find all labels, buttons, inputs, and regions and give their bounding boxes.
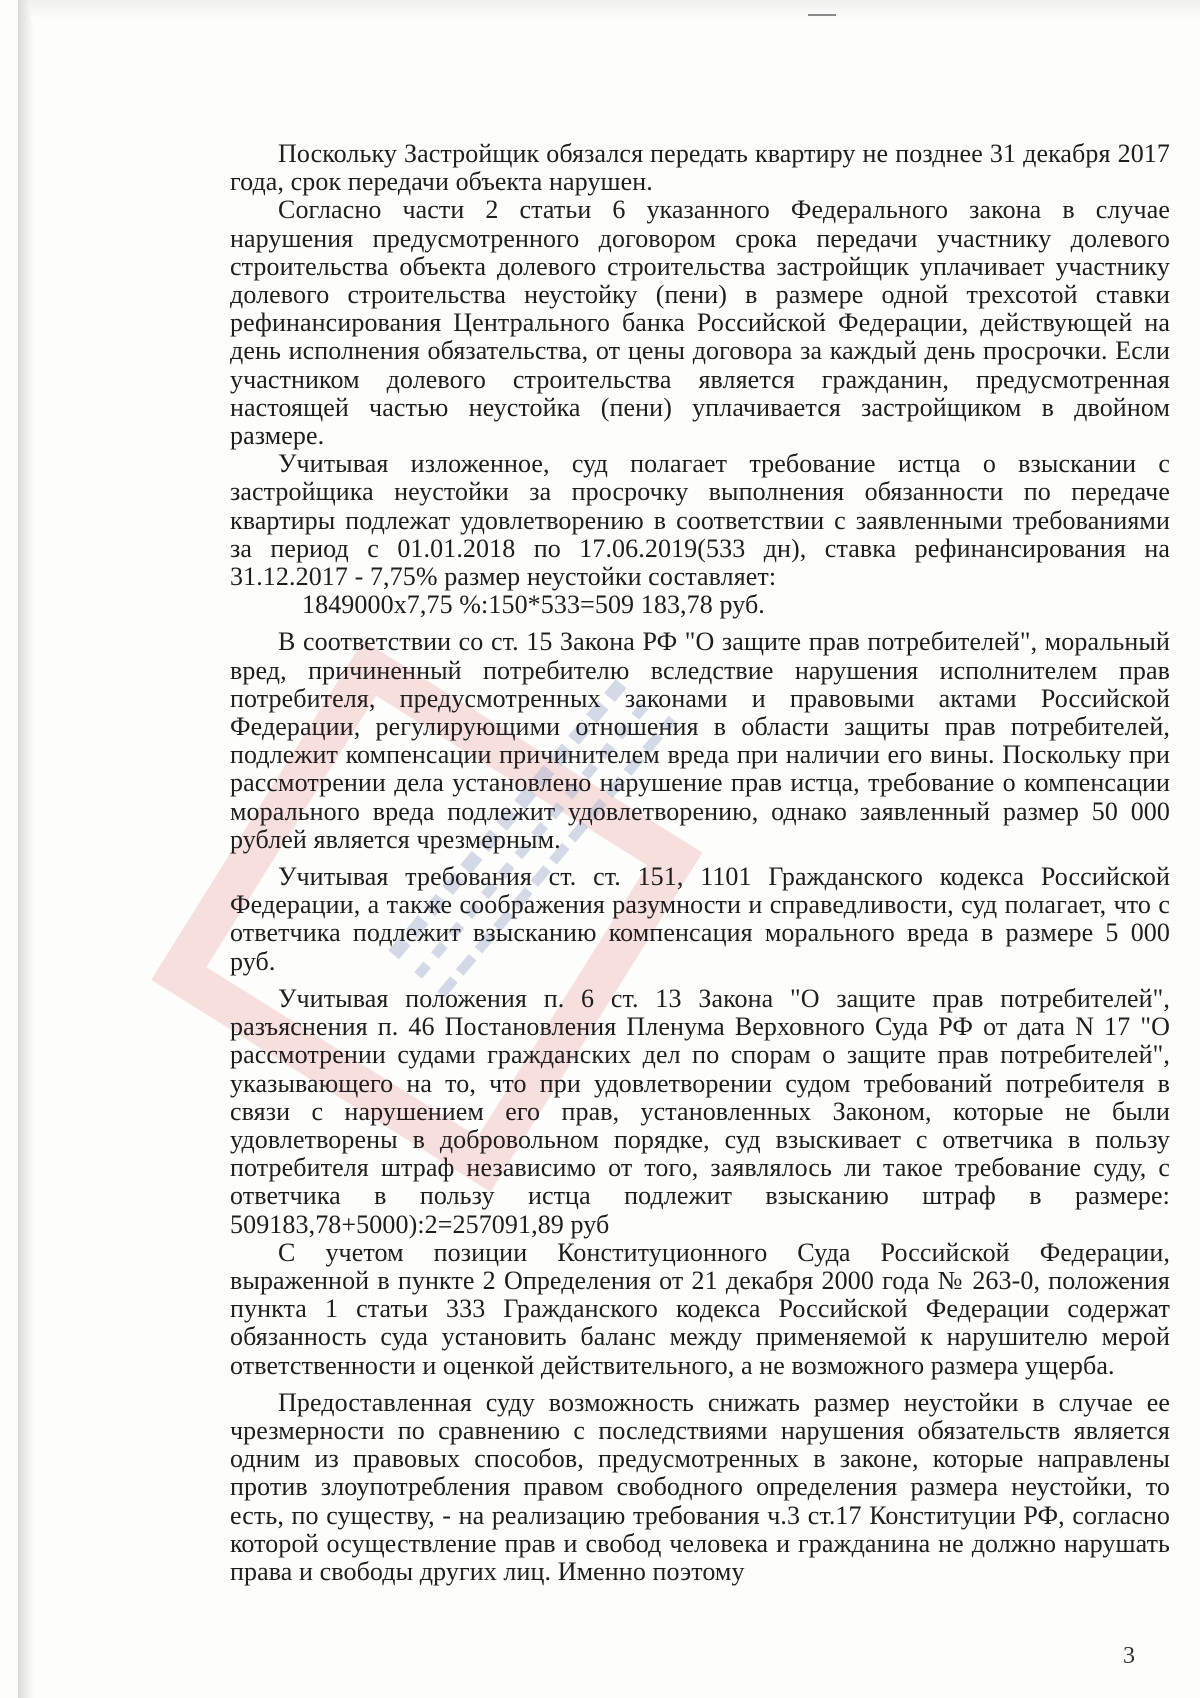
- scan-top-shadow: [30, 0, 1200, 20]
- paragraph-deadline: Поскольку Застройщик обязался передать квартиру не позднее 31 декабря 2017 года, срок передачи объекта нарушен.: [230, 139, 1170, 197]
- paragraph-moral-damage-award: Учитывая требования ст. ст. 151, 1101 Гражданского кодекса Российской Федерации, а также соображения разумности и справедливости, суд полагает, что с ответчика подлежит взысканию компенсация морального вреда в размере 5 000 руб.: [230, 862, 1170, 976]
- paragraph-penalty-reduction: Предоставленная суду возможность снижать размер неустойки в случае ее чрезмерности по сравнению с последствиями нарушения обязательств является одним из правовых способов, предусмотренных в законе, которые направлены против злоупотребления правом свободного определения размера неустойки, то есть, по существу, - на реализацию требования ч.3 ст.17 Конституции РФ, согласно которой осуществление прав и свобод человека и гражданина не должно нарушать права и свободы других лиц. Именно поэтому: [230, 1387, 1170, 1586]
- scan-mark: [808, 14, 836, 16]
- penalty-formula: 1849000х7,75 %:150*533=509 183,78 руб.: [302, 590, 765, 620]
- paragraph-penalty-law: Согласно части 2 статьи 6 указанного Федерального закона в случае нарушения предусмотренного договором срока передачи участнику долевого строительства объекта долевого строительства застройщик уплачивает участнику долевого строительства неустойку (пени) в размере одной трехсотой ставки рефинансирования Центрального банка Российской Федерации, действующей на день исполнения обязательства, от цены договора за каждый день просрочки. Если участником долевого строительства является гражданин, предусмотренная настоящей частью неустойка (пени) уплачивается застройщиком в двойном размере.: [230, 195, 1170, 451]
- paragraph-penalty-claim: Учитывая изложенное, суд полагает требование истца о взыскании с застройщика неустойки за просрочку выполнения обязанности по передаче квартиры подлежат удовлетворению в соответствии с заявленными требованиями за период с 01.01.2018 по 17.06.2019(533 дн), ставка рефинансирования на 31.12.2017 - 7,75% размер неустойки составляет:: [230, 449, 1170, 592]
- paragraph-constitutional-court: С учетом позиции Конституционного Суда Российской Федерации, выраженной в пункте 2 Определения от 21 декабря 2000 года № 263-0, положения пункта 1 статьи 333 Гражданского кодекса Российской Федерации содержат обязанность суда установить баланс между применяемой к нарушителю мерой ответственности и оценкой действительного, а не возможного размера ущерба.: [230, 1237, 1170, 1380]
- scan-edge-shadow: [18, 0, 34, 1698]
- document-body: [230, 140, 1170, 1586]
- paragraph-moral-damage-law: В соответствии со ст. 15 Закона РФ "О защите прав потребителей", моральный вред, причиненный потребителю вследствие нарушения исполнителем прав потребителя, предусмотренных законами и правовыми актами Российской Федерации, регулирующими отношения в области защиты прав потребителей, подлежит компенсации причинителем вреда при наличии его вины. Поскольку при рассмотрении дела установлено нарушение прав истца, требование о компенсации морального вреда подлежит удовлетворению, однако заявленный размер 50 000 рублей является чрезмерным.: [230, 627, 1170, 854]
- paragraph-fine: Учитывая положения п. 6 ст. 13 Закона "О защите прав потребителей", разъяснения п. 46 Постановления Пленума Верховного Суда РФ от дата N 17 "О рассмотрении судами гражданских дел по спорам о защите прав потребителей", указывающего на то, что при удовлетворении судом требований потребителя в связи с нарушением его прав, установленных Законом, которые не были удовлетворены в добровольном порядке, суд взыскивает с ответчика в пользу потребителя штраф независимо от того, заявлялось ли такое требование суду, с ответчика в пользу истца подлежит взысканию штраф в размере: 509183,78+5000):2=257091,89 руб: [230, 983, 1170, 1239]
- page-number: 3: [1123, 1643, 1135, 1669]
